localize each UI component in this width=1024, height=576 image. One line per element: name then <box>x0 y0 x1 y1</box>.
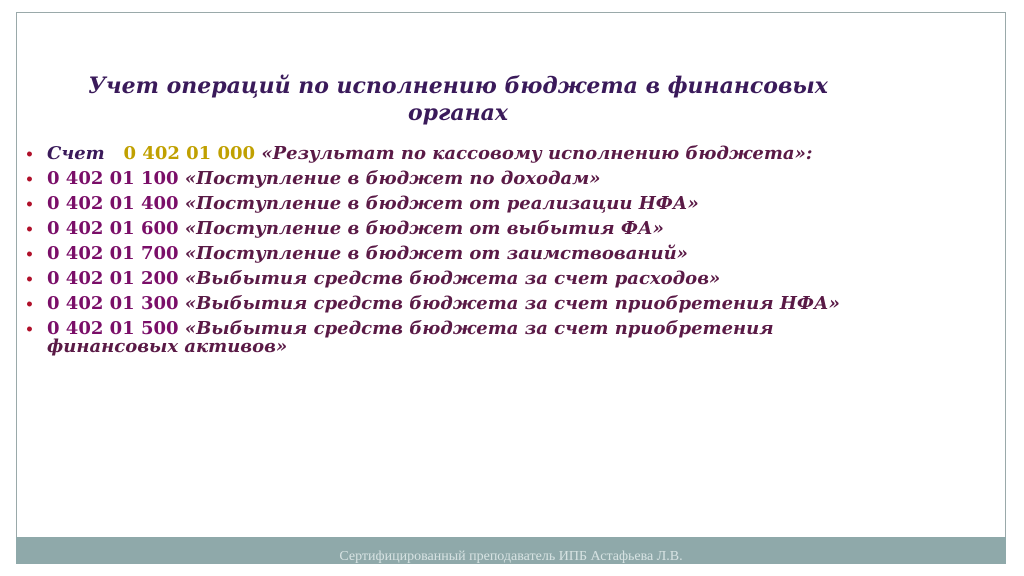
account-description: «Поступление в бюджет от выбытия ФА» <box>184 218 664 239</box>
account-code: 0 402 01 200 <box>47 268 179 289</box>
footer-text: Сертифицированный преподаватель ИПБ Астафьева Л.В. <box>339 549 683 564</box>
list-item <box>25 170 845 188</box>
account-label: Счет <box>47 143 105 164</box>
bullet-icon: • <box>25 247 34 263</box>
list-item <box>25 320 845 356</box>
account-description: «Выбытия средств бюджета за счет приобретения финансовых активов» <box>47 318 774 357</box>
account-code: 0 402 01 100 <box>47 168 179 189</box>
account-description: «Выбытия средств бюджета за счет приобретения НФА» <box>184 293 840 314</box>
account-description: «Результат по кассовому исполнению бюджета»: <box>261 143 813 164</box>
account-code: 0 402 01 400 <box>47 193 179 214</box>
footer-bar <box>16 537 1006 564</box>
account-code: 0 402 01 000 <box>123 143 256 164</box>
bullet-icon: • <box>25 172 34 188</box>
list-item <box>25 270 845 288</box>
account-description: «Поступление в бюджет от заимствований» <box>184 243 688 264</box>
account-code: 0 402 01 700 <box>47 243 179 264</box>
account-description: «Выбытия средств бюджета за счет расходов» <box>184 268 721 289</box>
account-code: 0 402 01 300 <box>47 293 179 314</box>
bullet-icon: • <box>25 272 34 288</box>
list-item <box>25 245 845 263</box>
bullet-icon: • <box>25 147 34 163</box>
slide-title: Учет операций по исполнению бюджета в финансовых органах <box>88 73 828 126</box>
bullet-icon: • <box>25 222 34 238</box>
account-code: 0 402 01 500 <box>47 318 179 339</box>
account-code: 0 402 01 600 <box>47 218 179 239</box>
account-description: «Поступление в бюджет от реализации НФА» <box>184 193 699 214</box>
list-item <box>25 220 845 238</box>
account-description: «Поступление в бюджет по доходам» <box>184 168 601 189</box>
list-item-intro <box>25 145 845 163</box>
bullet-icon: • <box>25 297 34 313</box>
list-item <box>25 295 845 313</box>
bullet-icon: • <box>25 322 34 338</box>
slide-frame <box>16 12 1006 564</box>
bullet-icon: • <box>25 197 34 213</box>
account-list <box>25 145 845 363</box>
list-item <box>25 195 845 213</box>
